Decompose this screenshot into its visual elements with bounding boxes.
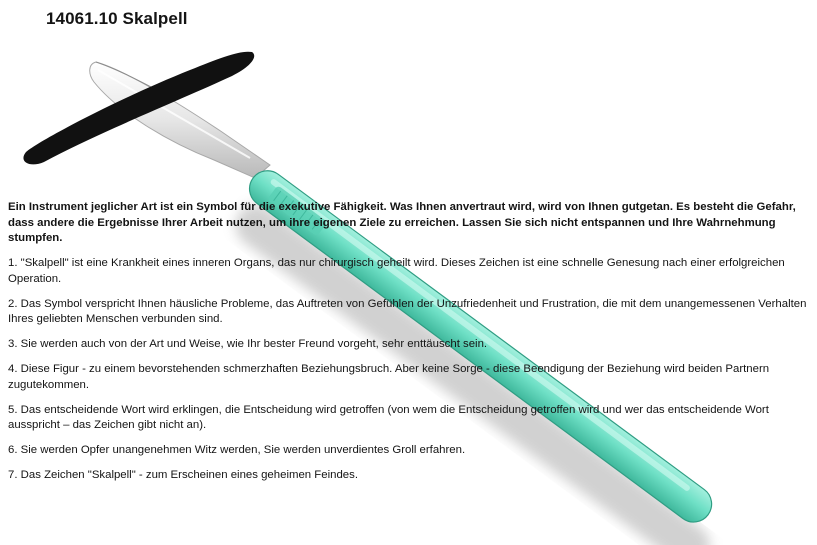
list-item: 4. Diese Figur - zu einem bevorstehenden schmerzhaften Beziehungsbruch. Aber keine Sorge - diese Beendigung der Beziehung wird beiden Partnern zugutekommen. xyxy=(8,363,770,391)
list-item: 3. Sie werden auch von der Art und Weise, wie Ihr bester Freund vorgeht, sehr enttäuscht sein. xyxy=(8,338,488,350)
list-item: 5. Das entscheidende Wort wird erklingen, die Entscheidung wird getroffen (von wem die Entscheidung getroffen wird und wer das entscheidende Wort ausspricht – das Zeichen gibt nicht an). xyxy=(8,403,769,431)
list-item: 6. Sie werden Opfer unangenehmen Witz werden, Sie werden unverdientes Groll erfahren. xyxy=(8,444,466,456)
intro-paragraph: Ein Instrument jeglicher Art ist ein Symbol für die exekutive Fähigkeit. Was Ihnen anvertraut wird, wird von Ihnen gutgetan. Es besteht die Gefahr, dass andere die Ergebnisse Ihrer Arbeit nutzen, um ihre eigenen Ziele zu erreichen. Lassen Sie sich nicht entspannen und Ihre Wahrnehmung stumpfen. xyxy=(8,201,796,244)
list-item: 7. Das Zeichen "Skalpell" - zum Erscheinen eines geheimen Feindes. xyxy=(8,469,358,481)
description-text xyxy=(8,200,808,493)
list-item: 2. Das Symbol verspricht Ihnen häusliche Probleme, das Auftreten von Gefühlen der Unzufriedenheit und Frustration, die mit dem unangemessenen Verhalten Ihres geliebten Menschen verbunden sind. xyxy=(8,297,807,325)
page-title: 14061.10 Skalpell xyxy=(46,9,188,28)
list-item: 1. "Skalpell" ist eine Krankheit eines inneren Organs, das nur chirurgisch geheilt wird. Dieses Zeichen ist eine schnelle Genesung nach einer erfolgreichen Operation. xyxy=(8,257,785,285)
